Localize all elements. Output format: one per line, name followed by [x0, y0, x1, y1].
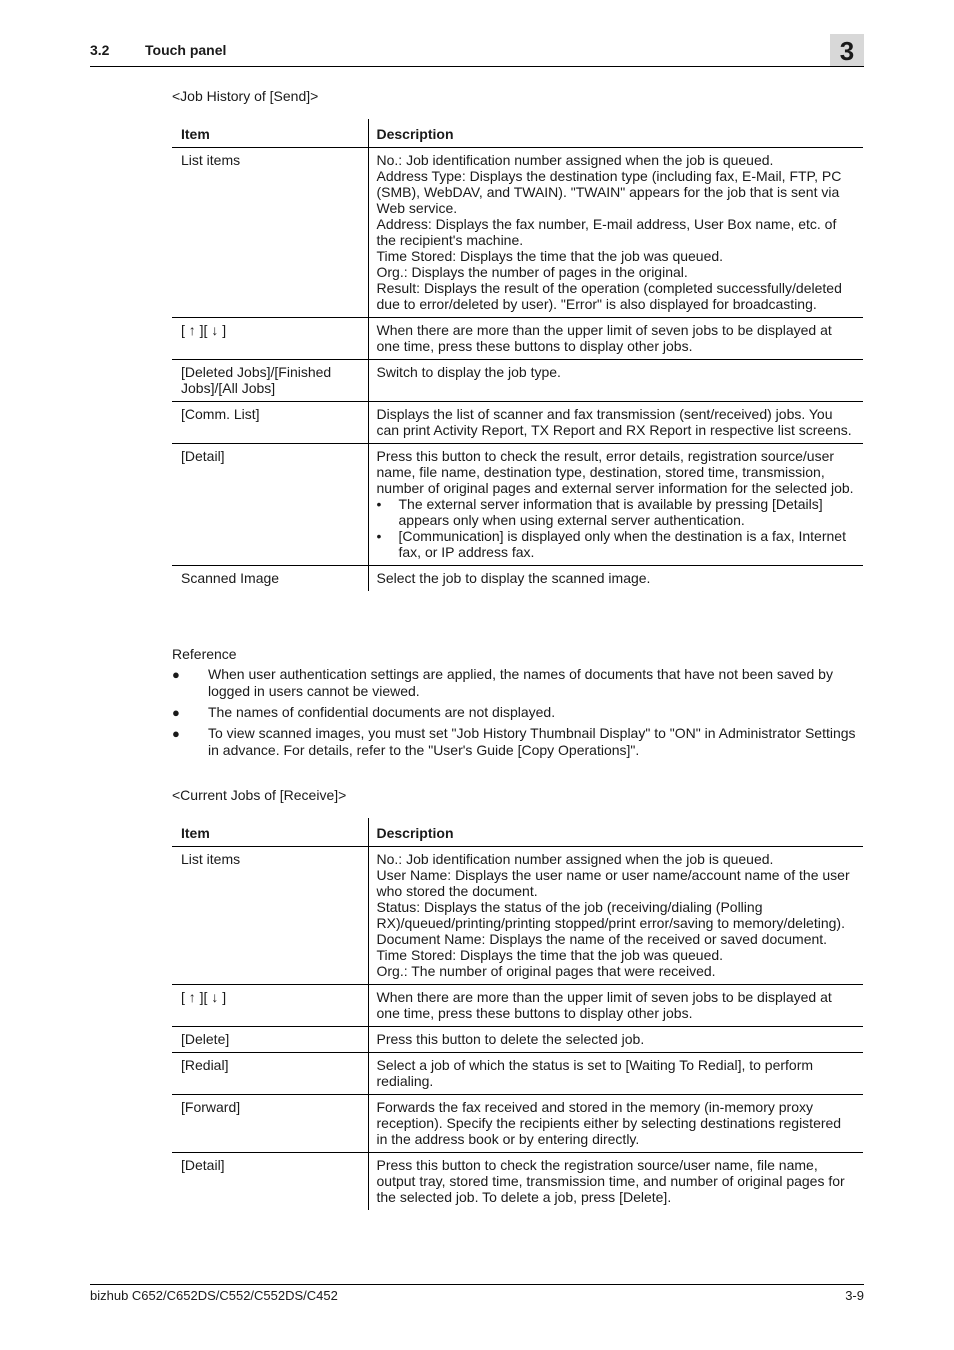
bullet-text: [Communication] is displayed only when the destination is a fax, Internet fax, or IP address fax. — [398, 528, 846, 560]
row-description — [368, 318, 863, 360]
row-description — [368, 985, 863, 1027]
footer-page-number: 3-9 — [845, 1288, 864, 1303]
table-row — [172, 566, 863, 592]
description-line: Forwards the fax received and stored in the memory (in-memory proxy reception). Specify the recipients either by selecting destinations registered in the address book or by entering directly. — [376, 1099, 842, 1147]
reference-item — [172, 704, 863, 721]
description-line: Time Stored: Displays the time that the job was queued. — [376, 248, 724, 264]
description-line: Displays the list of scanner and fax transmission (sent/received) jobs. You can print Activity Report, TX Report and RX Report in respective list screens. — [376, 406, 852, 438]
table-header-row — [172, 818, 863, 847]
table-row — [172, 1153, 863, 1211]
row-description — [368, 1053, 863, 1095]
description-line: Org.: Displays the number of pages in the original. — [376, 264, 688, 280]
section-number: 3.2 — [90, 42, 110, 58]
table-row — [172, 1053, 863, 1095]
row-item-name: [Redial] — [172, 1053, 368, 1095]
page-footer — [90, 1284, 864, 1303]
row-description — [368, 566, 863, 592]
row-item-name: [Forward] — [172, 1095, 368, 1153]
description-bullet — [377, 528, 855, 560]
row-item-name: List items — [172, 847, 368, 985]
reference-list — [172, 666, 863, 763]
description-line: Address Type: Displays the destination type (including fax, E-Mail, FTP, PC (SMB), WebDAV, and TWAIN). "TWAIN" appears for the job that is sent via Web service. — [376, 168, 842, 216]
table-row — [172, 1027, 863, 1053]
column-header-description: Description — [368, 818, 863, 847]
chapter-number: 3 — [839, 36, 855, 66]
description-line: When there are more than the upper limit of seven jobs to be displayed at one time, press these buttons to display other jobs. — [376, 989, 832, 1021]
reference-item — [172, 666, 863, 700]
send-table-body — [172, 148, 863, 592]
table-row — [172, 847, 863, 985]
row-item-name: [Detail] — [181, 1157, 225, 1173]
reference-text: The names of confidential documents are not displayed. — [208, 704, 556, 720]
table-row — [172, 1095, 863, 1153]
reference-title: Reference — [172, 646, 237, 662]
table-row — [172, 360, 863, 402]
description-line: Press this button to check the result, error details, registration source/user name, file name, destination type, destination, stored time, transmission, number of original pages and external server information for the selected job. — [376, 448, 854, 496]
row-item-name: List items — [172, 148, 368, 318]
description-line: Press this button to check the registration source/user name, file name, output tray, stored time, transmission time, and number of original pages for the selected job. To delete a job, press [Delete]. — [376, 1157, 845, 1205]
description-line: Address: Displays the fax number, E-mail address, User Box name, etc. of the recipient's machine. — [376, 216, 837, 248]
description-line: Org.: The number of original pages that were received. — [376, 963, 716, 979]
receive-section-title: <Current Jobs of [Receive]> — [172, 787, 347, 803]
table-row — [172, 444, 863, 566]
description-line: Result: Displays the result of the operation (completed successfully/deleted due to error/deleted by user). "Error" is also displayed for broadcasting. — [376, 280, 842, 312]
row-description — [368, 444, 863, 566]
row-item-name: [Deleted Jobs]/[Finished Jobs]/[All Jobs] — [172, 360, 368, 402]
table-row — [172, 985, 863, 1027]
table-row — [172, 402, 863, 444]
description-line: Status: Displays the status of the job (receiving/dialing (Polling RX)/queued/printing/printing stopped/print error/saving to memory/deleting). — [376, 899, 845, 931]
footer-model: bizhub C652/C652DS/C552/C552DS/C452 — [90, 1288, 338, 1303]
description-line: No.: Job identification number assigned when the job is queued. — [376, 152, 774, 168]
description-line: Time Stored: Displays the time that the job was queued. — [376, 947, 724, 963]
row-item-name: [ ↑ ][ ↓ ] — [172, 318, 368, 360]
row-item-name: [Comm. List] — [172, 402, 368, 444]
row-item-name: Scanned Image — [181, 570, 280, 586]
column-header-description: Description — [368, 119, 863, 148]
description-line: Switch to display the job type. — [376, 364, 561, 380]
receive-current-jobs-table — [172, 818, 863, 1210]
reference-text: To view scanned images, you must set "Job History Thumbnail Display" to "ON" in Administrator Settings in advance. For details, refer to the "User's Guide [Copy Operations]". — [208, 725, 856, 758]
table-header-row — [172, 119, 863, 148]
description-line: No.: Job identification number assigned when the job is queued. — [376, 851, 774, 867]
row-description — [368, 1027, 863, 1053]
row-description — [368, 148, 863, 318]
description-line: Press this button to delete the selected job. — [376, 1031, 645, 1047]
table-row — [172, 148, 863, 318]
bullet-text: The external server information that is available by pressing [Details] appears only when using external server authentication. — [398, 496, 823, 528]
row-description — [368, 360, 863, 402]
description-line: Document Name: Displays the name of the received or saved document. — [376, 931, 828, 947]
bullet-icon: ● — [172, 726, 180, 741]
page-header — [90, 36, 864, 67]
column-header-item: Item — [172, 818, 368, 847]
row-description — [368, 402, 863, 444]
bullet-icon: ● — [172, 705, 180, 720]
reference-item — [172, 725, 863, 759]
reference-text: When user authentication settings are applied, the names of documents that have not been saved by logged in users cannot be viewed. — [208, 666, 833, 699]
row-item-name: [Delete] — [172, 1027, 368, 1053]
bullet-dot: • — [376, 496, 382, 512]
send-job-history-table — [172, 119, 863, 591]
description-line: Select a job of which the status is set to [Waiting To Redial], to perform redialing. — [376, 1057, 814, 1089]
section-title: Touch panel — [145, 42, 227, 58]
row-item-name: [ ↑ ][ ↓ ] — [172, 985, 368, 1027]
description-bullet — [377, 496, 855, 528]
receive-table-body — [172, 847, 863, 1211]
description-line: Select the job to display the scanned image. — [376, 570, 651, 586]
row-item-name: [Detail] — [172, 444, 368, 566]
row-description — [368, 847, 863, 985]
chapter-badge — [830, 34, 864, 66]
description-line: User Name: Displays the user name or user name/account name of the user who stored the document. — [376, 867, 850, 899]
bullet-dot: • — [376, 528, 382, 544]
description-line: When there are more than the upper limit of seven jobs to be displayed at one time, press these buttons to display other jobs. — [376, 322, 832, 354]
bullet-icon: ● — [172, 667, 180, 682]
send-section-title: <Job History of [Send]> — [172, 88, 319, 104]
column-header-item: Item — [172, 119, 368, 148]
row-description — [368, 1153, 863, 1211]
table-row — [172, 318, 863, 360]
row-description — [368, 1095, 863, 1153]
